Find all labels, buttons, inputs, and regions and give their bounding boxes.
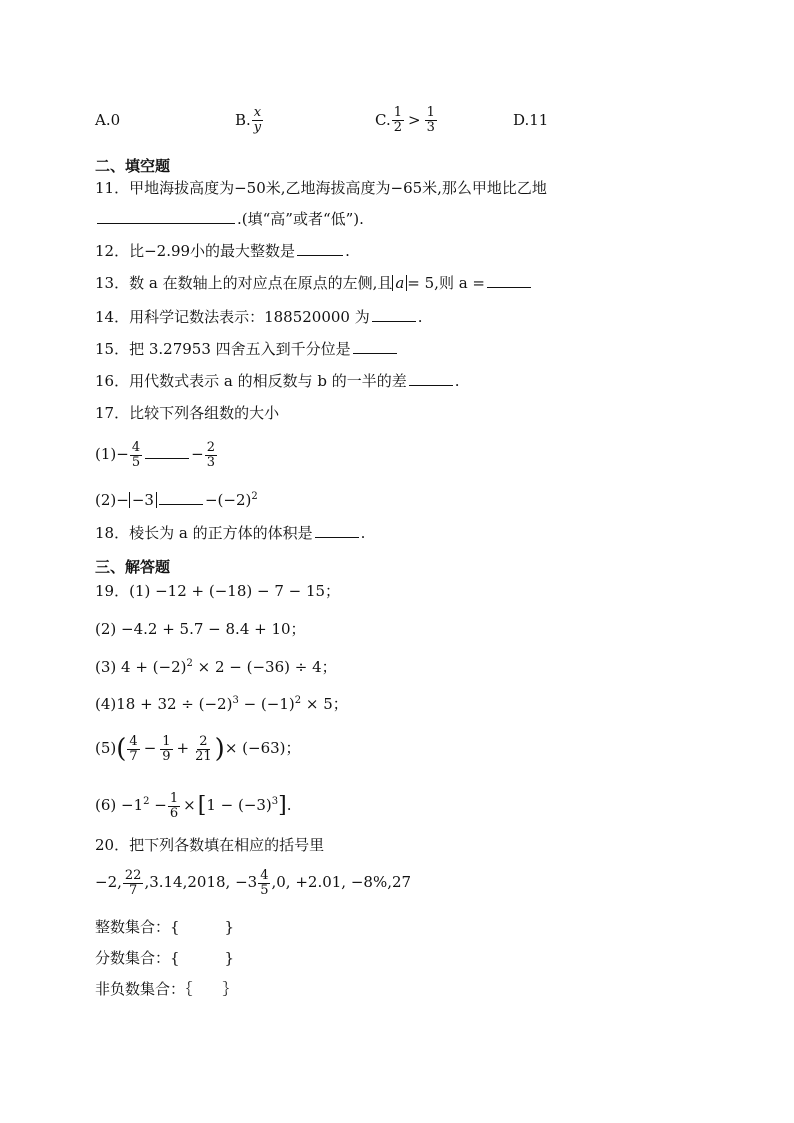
option-c-left-fraction [392, 106, 404, 135]
fraction-numerator: 1 [169, 790, 179, 806]
question-18-text: 18．棱长为 a 的正方体的体积是 [95, 524, 313, 542]
fraction [168, 792, 180, 821]
option-a [95, 100, 120, 140]
exponent: 2 [294, 695, 302, 706]
fraction-denominator: 5 [260, 882, 269, 898]
exponent: 2 [143, 796, 150, 807]
fraction [127, 735, 139, 764]
power-base: (4)18 + 32 ÷ (−2) [95, 695, 233, 713]
option-b [235, 100, 264, 140]
question-19-part2: (2) −4.2 + 5.7 − 8.4 + 10； [95, 620, 306, 638]
question-20: 20．把下列各数填在相应的括号里 [95, 836, 325, 854]
option-c [375, 100, 438, 140]
question-20-numbers [95, 862, 411, 902]
question-15 [95, 338, 399, 360]
operator: + [176, 739, 190, 757]
operator: − [143, 739, 157, 757]
answer-blank[interactable] [297, 241, 343, 256]
question-16 [95, 370, 460, 392]
answer-blank[interactable] [372, 307, 416, 322]
fraction-denominator: 3 [426, 119, 435, 135]
answer-options [95, 100, 715, 140]
fraction [193, 735, 214, 764]
question-17-part1 [95, 436, 218, 472]
fraction-numerator: 4 [131, 439, 141, 455]
absolute-value-expression: a [392, 275, 407, 291]
fraction-denominator: 7 [129, 882, 138, 898]
fraction-denominator: 9 [162, 748, 171, 764]
question-12-text: 12．比−2.99小的最大整数是 [95, 242, 296, 260]
expression-end: . [286, 796, 292, 814]
power-base: −(−2) [204, 491, 252, 509]
answer-blank[interactable] [353, 339, 397, 354]
expression-rest: × (−63)； [224, 739, 301, 757]
integer-set[interactable]: 整数集合：{ } [95, 918, 235, 936]
operator: × [183, 796, 196, 814]
left-bracket: [ [197, 793, 207, 818]
fraction-numerator: 2 [206, 439, 215, 455]
question-17: 17．比较下列各组数的大小 [95, 404, 280, 422]
fraction-denominator: 2 [393, 119, 402, 135]
question-19-part6 [95, 782, 292, 822]
option-d [513, 100, 548, 140]
question-14 [95, 306, 423, 328]
exponent: 2 [251, 491, 258, 502]
question-14-text: 14．用科学记数法表示：188520000 为 [95, 308, 370, 326]
question-15-text: 15．把 3.27953 四舍五入到千分位是 [95, 340, 351, 358]
fraction-denominator: 3 [206, 454, 215, 470]
option-b-prefix: B. [235, 111, 251, 129]
fraction-numerator: 1 [426, 104, 435, 120]
power-base: − (−1) [238, 695, 295, 713]
question-18-end: . [360, 524, 366, 542]
answer-blank[interactable] [97, 209, 235, 224]
question-19-part5 [95, 728, 301, 768]
question-13-mid: = 5,则 a = [407, 274, 485, 292]
question-19-part1: 19．(1) −12 + (−18) − 7 − 15； [95, 582, 341, 600]
power-base: 1 − (−3) [206, 796, 272, 814]
fraction-denominator: y [253, 119, 262, 135]
question-13-text: 13．数 a 在数轴上的对应点在原点的左侧,且 [95, 274, 393, 292]
fraction-numerator: 4 [129, 733, 138, 749]
question-12-end: . [345, 242, 350, 260]
absolute-value-expression: −3 [129, 492, 157, 508]
answer-blank[interactable] [145, 444, 189, 459]
number-list: ,3.14,2018, −3 [144, 873, 258, 891]
right-paren: ) [214, 734, 225, 764]
question-16-end: . [454, 372, 460, 390]
exponent: 3 [232, 695, 239, 706]
expression-rest: × 5； [301, 695, 348, 713]
exponent: 3 [271, 796, 279, 807]
part-label: (5) [95, 739, 117, 757]
fraction [160, 735, 172, 764]
question-11-line2-text: .(填“高”或者“低”). [237, 210, 364, 228]
fraction [205, 441, 217, 470]
number-list: ,0, +2.01, −8%,27 [271, 873, 412, 891]
option-d-text: D.11 [513, 111, 549, 129]
question-11-line2 [95, 208, 364, 230]
option-a-text: A.0 [95, 111, 121, 129]
left-paren: ( [116, 734, 127, 764]
number-list: −2, [95, 873, 122, 891]
fraction-set[interactable]: 分数集合：{ } [95, 949, 235, 967]
power-base: (6) −1 [95, 796, 144, 814]
question-13 [95, 272, 533, 294]
fraction-numerator: 4 [260, 867, 269, 883]
minus-sign: − [191, 445, 204, 463]
question-11-line1: 11．甲地海拔高度为−50米,乙地海拔高度为−65米,那么甲地比乙地 [95, 179, 547, 197]
option-c-right-fraction [425, 106, 437, 135]
power-base: (3) 4 + (−2) [95, 658, 187, 676]
exponent: 2 [186, 658, 193, 669]
answer-blank[interactable] [409, 371, 453, 386]
fraction-denominator: 7 [129, 748, 138, 764]
answer-blank[interactable] [487, 273, 531, 288]
question-17-part2 [95, 486, 258, 511]
fraction [258, 869, 270, 898]
part-label: (2)− [95, 491, 129, 509]
fraction-numerator: 1 [393, 104, 402, 120]
fraction-numerator: 2 [199, 733, 208, 749]
option-b-fraction [252, 106, 263, 135]
section-title-solve: 三、解答题 [95, 558, 171, 576]
fraction [123, 869, 144, 898]
question-12 [95, 240, 350, 262]
option-c-prefix: C. [375, 111, 391, 129]
fraction [130, 441, 142, 470]
fraction-numerator: 1 [162, 733, 171, 749]
question-16-text: 16．用代数式表示 a 的相反数与 b 的一半的差 [95, 372, 407, 390]
question-18 [95, 522, 365, 544]
fraction-denominator: 5 [131, 454, 141, 470]
expression-rest: × 2 − (−36) ÷ 4； [192, 658, 337, 676]
nonnegative-set[interactable]: 非负数集合：｛ ｝ [95, 980, 238, 998]
operator: − [149, 796, 167, 814]
answer-blank[interactable] [315, 523, 359, 538]
fraction-numerator: 22 [124, 867, 142, 883]
question-14-end: . [417, 308, 423, 326]
option-c-operator: > [408, 111, 421, 129]
question-19-part4 [95, 690, 348, 715]
section-title-fill-in: 二、填空题 [95, 157, 171, 175]
fraction-denominator: 6 [169, 805, 179, 821]
question-19-part3 [95, 653, 337, 678]
answer-blank[interactable] [159, 490, 203, 505]
fraction-denominator: 21 [195, 748, 212, 764]
right-bracket: ] [278, 793, 287, 818]
fraction-numerator: x [253, 104, 262, 120]
part-label: (1)− [95, 445, 129, 463]
